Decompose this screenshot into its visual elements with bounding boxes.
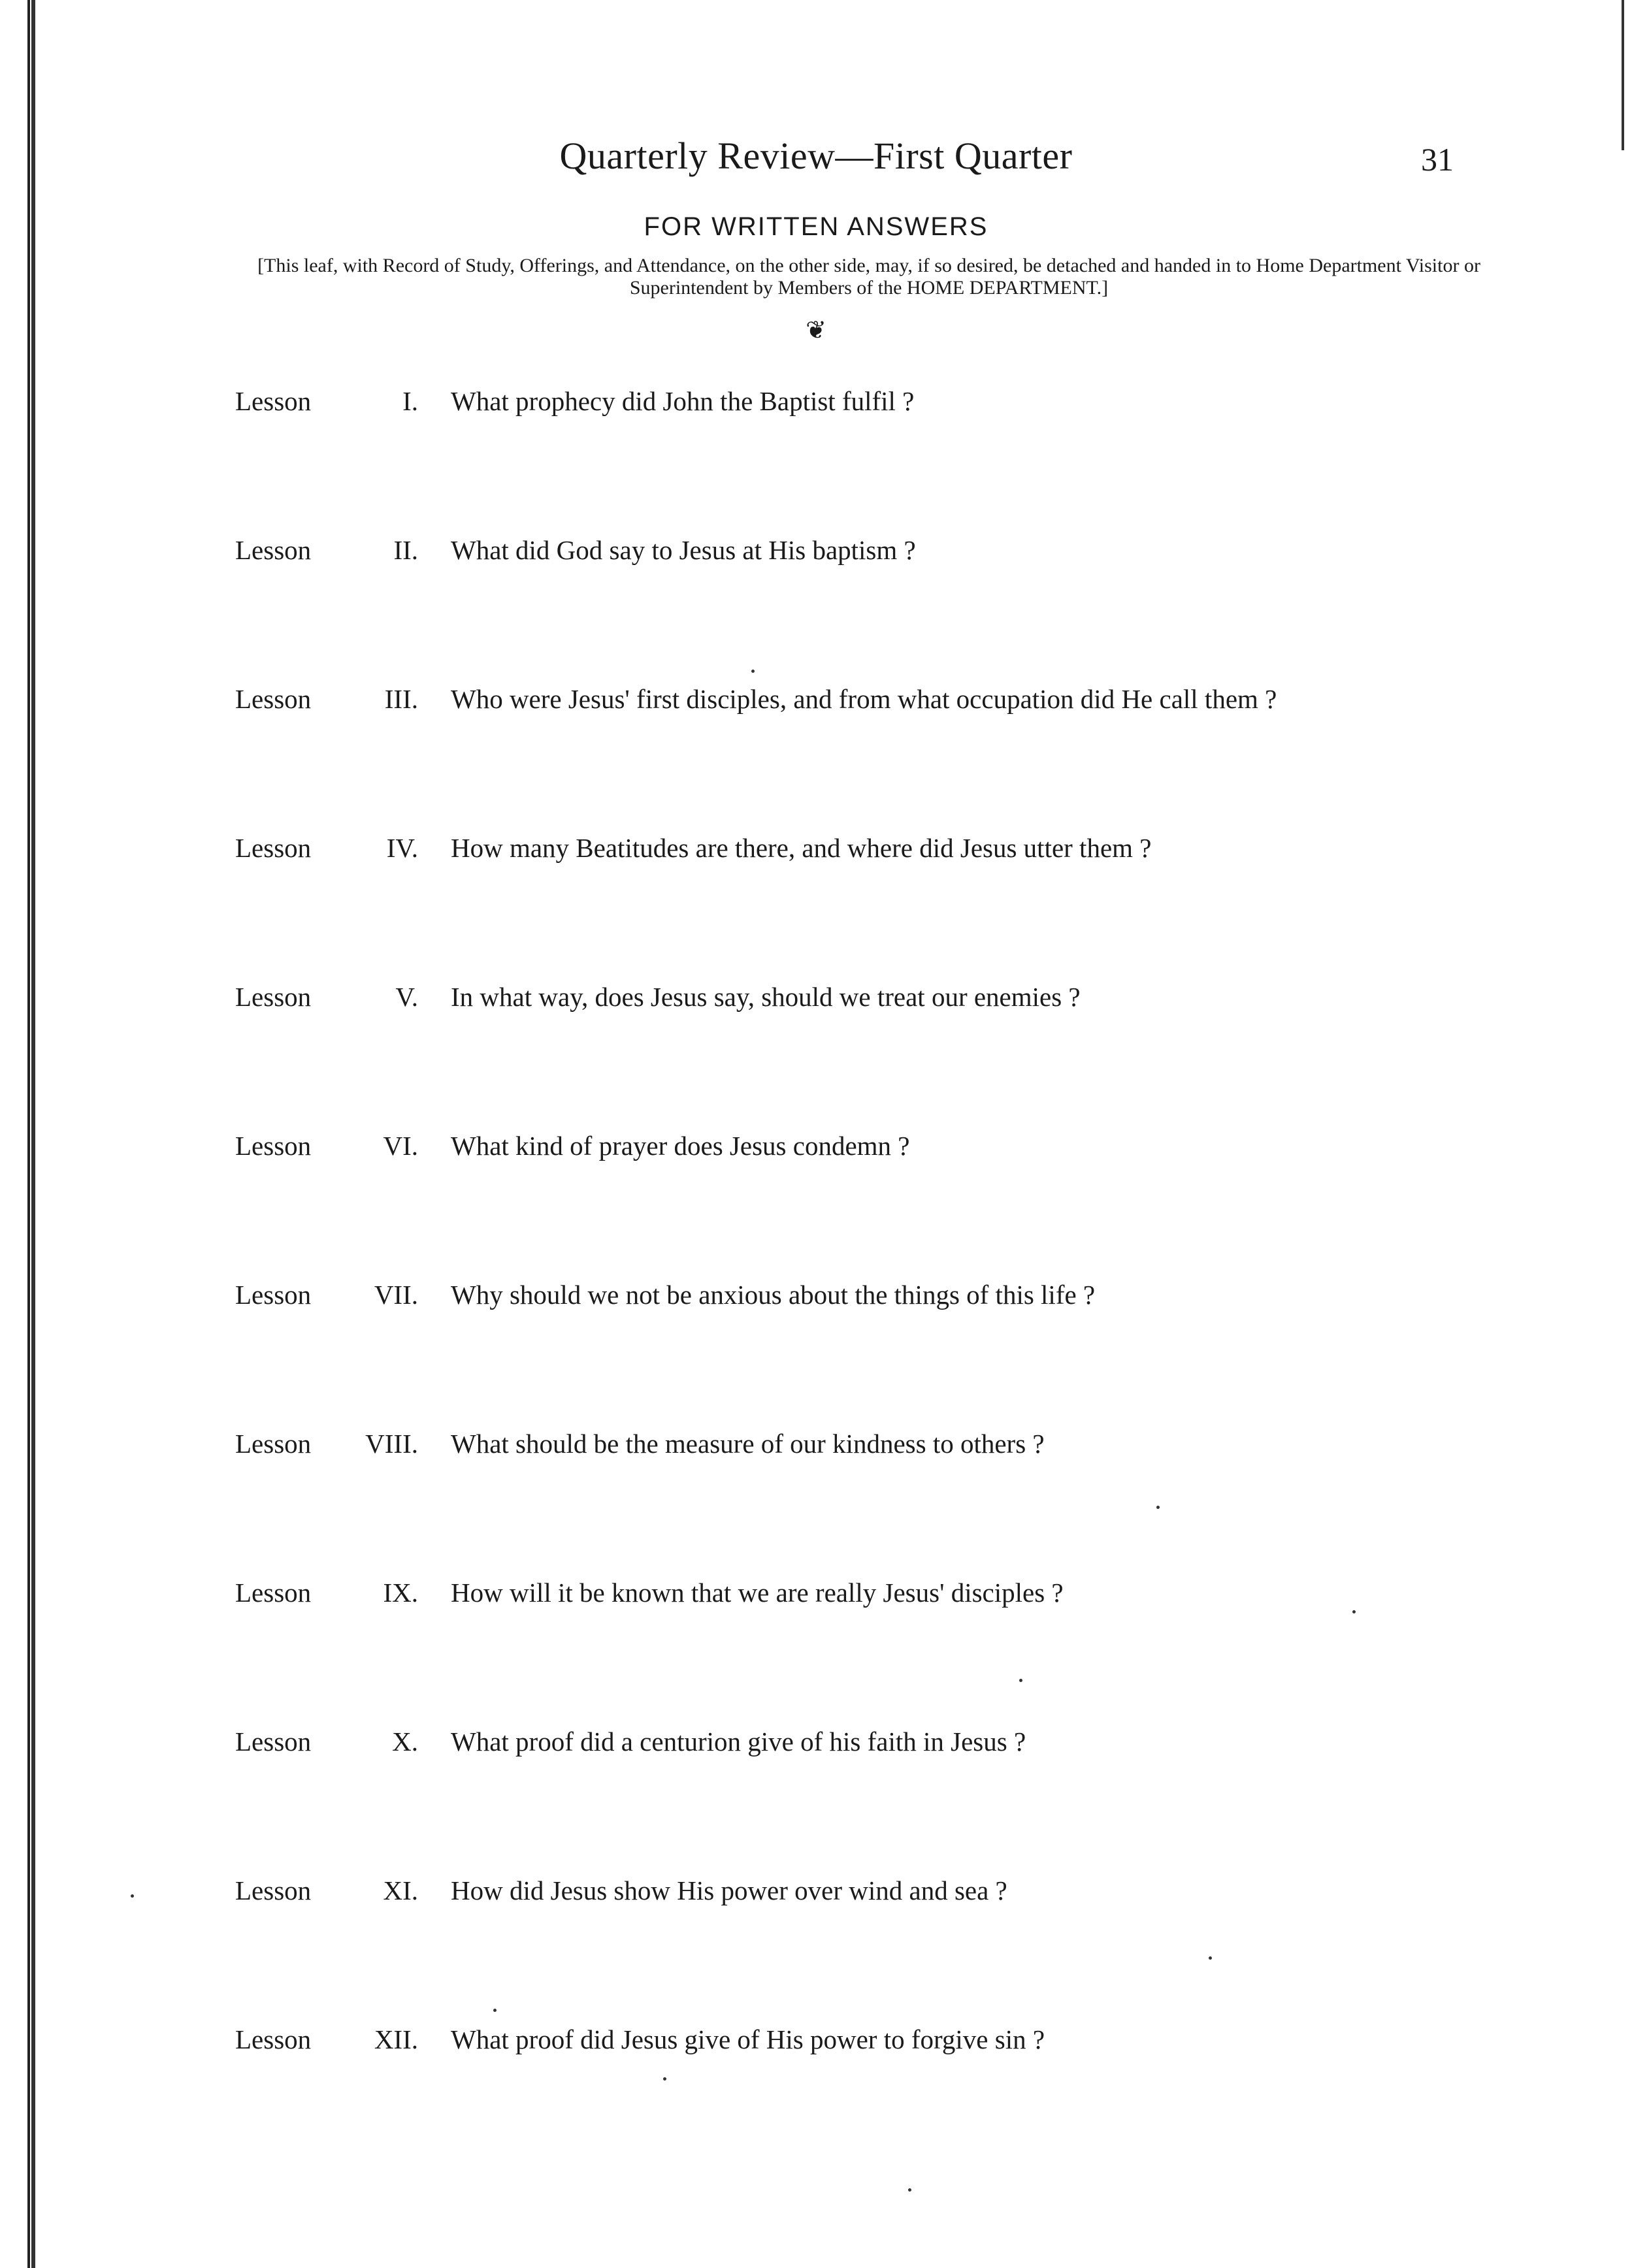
paper-speck [908, 2188, 911, 2192]
lesson-row-2 [0, 534, 1632, 574]
lesson-question: How will it be known that we are really Jesus' disciples ? [451, 1578, 1064, 1608]
page-title: Quarterly Review—First Quarter [559, 135, 1073, 177]
lesson-numeral: V. [395, 982, 418, 1012]
lesson-row-4 [0, 832, 1632, 871]
ornament-icon: ❦ [806, 317, 826, 344]
lesson-question: What kind of prayer does Jesus condemn ? [451, 1131, 910, 1161]
paper-speck [131, 1894, 134, 1898]
paper-speck [1019, 1679, 1022, 1682]
lesson-label: Lesson [235, 2024, 312, 2054]
lesson-label: Lesson [235, 535, 312, 565]
lesson-label: Lesson [235, 982, 312, 1012]
page-number: 31 [1421, 141, 1454, 178]
lesson-label: Lesson [235, 1280, 312, 1310]
lesson-row-6 [0, 1130, 1632, 1169]
lesson-label: Lesson [235, 1875, 312, 1905]
lesson-row-11 [0, 1875, 1632, 1914]
lesson-numeral: III. [384, 684, 418, 714]
lesson-question: What proof did Jesus give of His power to forgive sin ? [451, 2024, 1045, 2054]
section-heading: FOR WRITTEN ANSWERS [644, 212, 988, 241]
lesson-row-7 [0, 1279, 1632, 1318]
paper-speck [663, 2077, 666, 2081]
lesson-question: How did Jesus show His power over wind and sea ? [451, 1875, 1007, 1905]
lesson-question: What proof did a centurion give of his faith in Jesus ? [451, 1726, 1026, 1757]
lesson-row-5 [0, 981, 1632, 1020]
lesson-row-3 [0, 683, 1632, 722]
lesson-numeral: XI. [383, 1875, 418, 1905]
lesson-question: In what way, does Jesus say, should we treat our enemies ? [451, 982, 1081, 1012]
lesson-question: How many Beatitudes are there, and where did Jesus utter them ? [451, 833, 1152, 863]
lesson-numeral: VIII. [365, 1429, 418, 1459]
lesson-label: Lesson [235, 684, 312, 714]
lesson-label: Lesson [235, 1429, 312, 1459]
lesson-row-12 [0, 2024, 1632, 2063]
lesson-label: Lesson [235, 386, 312, 416]
lesson-row-1 [0, 385, 1632, 425]
lesson-numeral: II. [393, 535, 418, 565]
lesson-numeral: IV. [386, 833, 418, 863]
lesson-numeral: IX. [383, 1578, 418, 1608]
lesson-question: What prophecy did John the Baptist fulfil ? [451, 386, 915, 416]
lesson-numeral: X. [392, 1726, 418, 1757]
paper-speck [1156, 1506, 1160, 1509]
lesson-row-8 [0, 1428, 1632, 1467]
lesson-label: Lesson [235, 1131, 312, 1161]
lesson-label: Lesson [235, 1726, 312, 1757]
paper-speck [493, 2009, 497, 2012]
right-edge-rule [1622, 0, 1624, 150]
lesson-numeral: VII. [374, 1280, 418, 1310]
lesson-row-9 [0, 1577, 1632, 1616]
lesson-question: What should be the measure of our kindness to others ? [451, 1429, 1045, 1459]
lesson-label: Lesson [235, 1578, 312, 1608]
lesson-label: Lesson [235, 833, 312, 863]
instructions-note: [This leaf, with Record of Study, Offerings, and Attendance, on the other side, may, if so desired, be detached and handed in to Home Department Visitor or Superintendent by Members of the HOME DEPARTMENT.] [257, 255, 1480, 299]
lesson-question: Who were Jesus' first disciples, and from what occupation did He call them ? [451, 684, 1277, 714]
lesson-question: Why should we not be anxious about the things of this life ? [451, 1280, 1096, 1310]
lesson-row-10 [0, 1726, 1632, 1765]
lesson-numeral: I. [402, 386, 418, 416]
lesson-numeral: VI. [383, 1131, 418, 1161]
lesson-numeral: XII. [374, 2024, 418, 2054]
paper-speck [751, 670, 755, 673]
paper-speck [1209, 1956, 1212, 1960]
paper-speck [1352, 1610, 1356, 1613]
lesson-question: What did God say to Jesus at His baptism ? [451, 535, 916, 565]
